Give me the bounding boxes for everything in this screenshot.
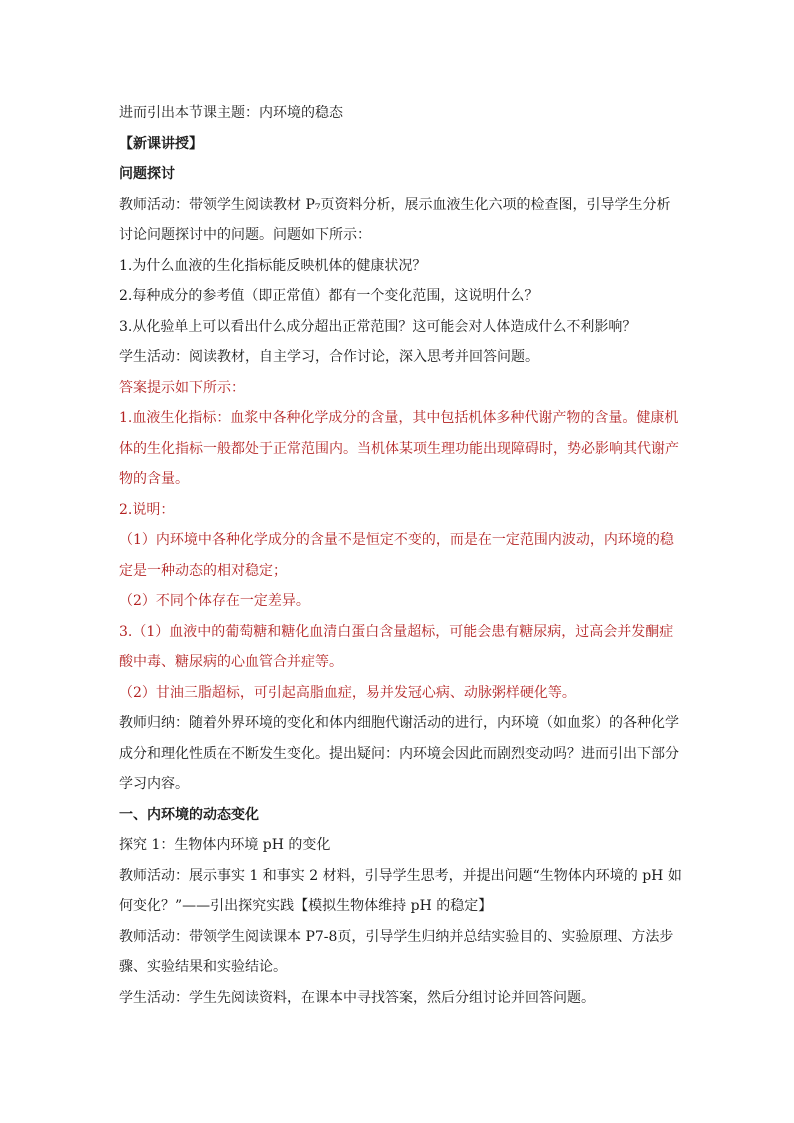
answer-line: （2）不同个体存在一定差异。 <box>119 593 310 609</box>
answer-line: 物的含量。 <box>119 471 189 487</box>
text-line: 骤、实验结果和实验结论。 <box>119 959 287 975</box>
answer-line: （2）甘油三脂超标，可引起高脂血症，易并发冠心病、动脉粥样硬化等。 <box>119 684 576 701</box>
question-item: 2.每种成分的参考值（即正常值）都有一个变化范围，这说明什么？ <box>119 288 539 304</box>
answer-line: （1）内环境中各种化学成分的含量不是恒定不变的，而是在一定范围内波动，内环境的稳 <box>119 532 674 548</box>
text-line: 成分和理化性质在不断发生变化。提出疑问：内环境会因此而剧烈变动吗？进而引出下部分 <box>119 745 679 762</box>
question-item: 1.为什么血液的生化指标能反映机体的健康状况？ <box>119 257 427 274</box>
text-line: 进而引出本节课主题：内环境的稳态 <box>119 105 343 121</box>
text-line: 何变化？”——引出探究实践【模拟生物体维持 pH 的稳定】 <box>119 898 493 914</box>
document-page <box>119 98 682 1013</box>
text-line: 教师活动：带领学生阅读教材 P₇页资料分析，展示血液生化六项的检查图，引导学生分析 <box>119 196 671 213</box>
answer-line: 1.血液生化指标：血浆中各种化学成分的含量，其中包括机体多种代谢产物的含量。健康机 <box>119 410 679 426</box>
answer-line: 2.说明： <box>119 501 175 518</box>
question-item: 3.从化验单上可以看出什么成分超出正常范围？这可能会对人体造成什么不利影响？ <box>119 318 637 335</box>
answer-line: 体的生化指标一般都处于正常范围内。当机体某项生理功能出现障碍时，势必影响其代谢产 <box>119 440 679 457</box>
text-line: 讨论问题探讨中的问题。问题如下所示： <box>119 227 371 243</box>
text-line: 学习内容。 <box>119 776 189 792</box>
section-heading: 一、内环境的动态变化 <box>119 806 259 823</box>
answer-line: 3.（1）血液中的葡萄糖和糖化血清白蛋白含量超标，可能会患有糖尿病，过高会并发酮症 <box>119 623 674 640</box>
text-line: 学生活动：阅读教材，自主学习，合作讨论，深入思考并回答问题。 <box>119 349 539 365</box>
answer-heading: 答案提示如下所示： <box>119 379 245 396</box>
answer-line: 定是一种动态的相对稳定； <box>119 562 287 579</box>
text-line: 教师活动：展示事实 1 和事实 2 材料，引导学生思考，并提出问题“生物体内环境的 pH 如 <box>119 867 682 884</box>
subsection-heading: 问题探讨 <box>119 166 175 182</box>
text-line: 教师归纳：随着外界环境的变化和体内细胞代谢活动的进行，内环境（如血浆）的各种化学 <box>119 715 679 731</box>
text-line: 教师活动：带领学生阅读课本 P7-8页，引导学生归纳并总结实验目的、实验原理、方法步 <box>119 928 674 945</box>
text-line: 探究 1：生物体内环境 pH 的变化 <box>119 837 331 853</box>
section-heading: 【新课讲授】 <box>119 135 203 152</box>
answer-line: 酸中毒、糖尿病的心血管合并症等。 <box>119 654 343 670</box>
text-line: 学生活动：学生先阅读资料，在课本中寻找答案，然后分组讨论并回答问题。 <box>119 989 595 1006</box>
